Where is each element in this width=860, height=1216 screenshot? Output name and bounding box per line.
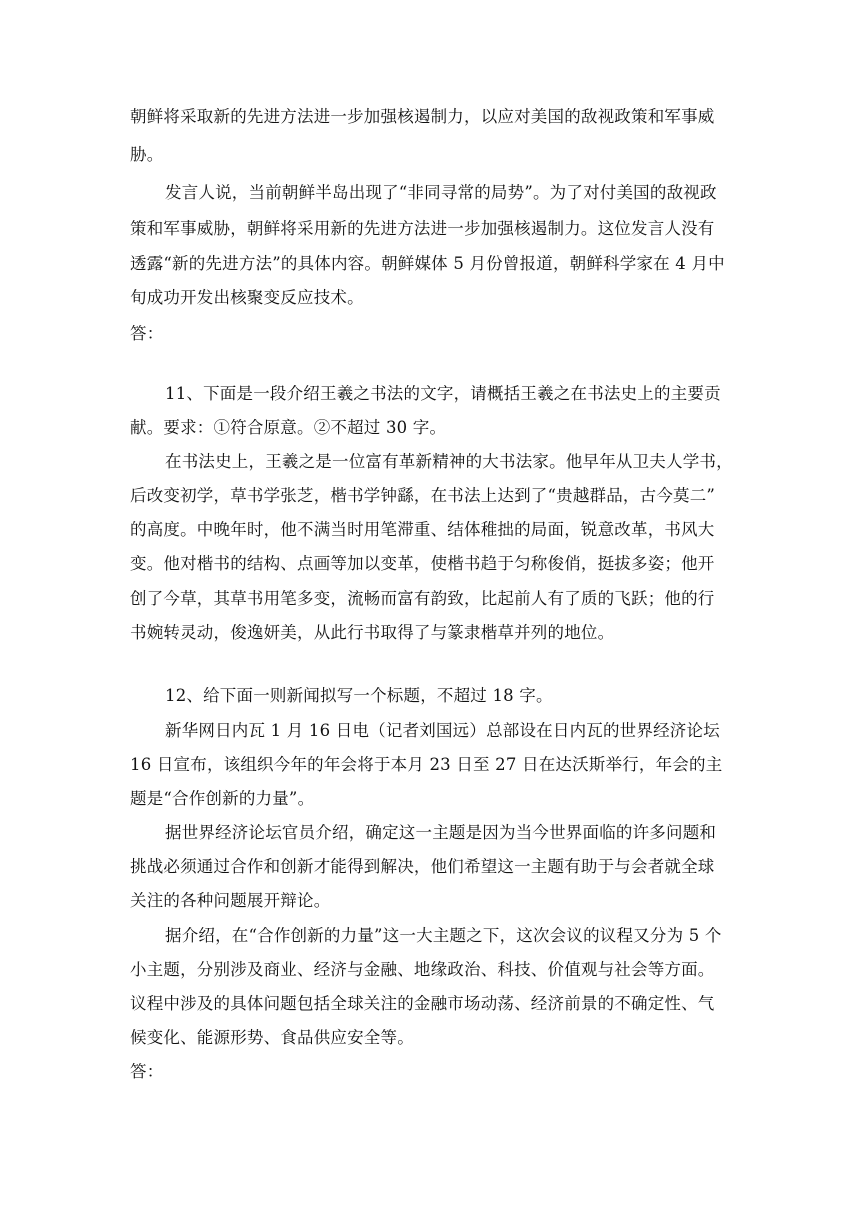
news-line: 关注的各种问题展开辩论。	[130, 891, 331, 910]
text-line: 策和军事威胁，朝鲜将采用新的先进方法进一步加强核遏制力。这位发言人没有	[130, 219, 715, 238]
text-line: 旬成功开发出核聚变反应技术。	[130, 288, 364, 307]
news-line: 16 日宣布，该组织今年的年会将于本月 23 日至 27 日在达沃斯举行，年会的主	[130, 755, 723, 774]
news-line: 小主题，分别涉及商业、经济与金融、地缘政治、科技、价值观与社会等方面。	[130, 960, 715, 979]
answer-label: 答：	[130, 1062, 164, 1081]
news-line: 候变化、能源形势、食品供应安全等。	[130, 1028, 414, 1047]
news-line: 新华网日内瓦 1 月 16 日电（记者刘国远）总部设在日内瓦的世界经济论坛	[165, 721, 720, 740]
text-line: 朝鲜将采取新的先进方法进一步加强核遏制力，以应对美国的敌视政策和军事威	[130, 107, 715, 126]
news-line: 挑战必须通过合作和创新才能得到解决，他们希望这一主题有助于与会者就全球	[130, 857, 715, 876]
text-line: 透露“新的先进方法”的具体内容。朝鲜媒体 5 月份曾报道，朝鲜科学家在 4 月中	[130, 254, 725, 273]
news-line: 据世界经济论坛官员介绍，确定这一主题是因为当今世界面临的许多问题和	[165, 823, 717, 842]
text-line: 发言人说，当前朝鲜半岛出现了“非同寻常的局势”。为了对付美国的敌视政	[165, 183, 717, 202]
news-line: 据介绍，在“合作创新的力量”这一大主题之下，这次会议的议程又分为 5 个	[165, 926, 722, 945]
text-line: 胁。	[130, 145, 164, 164]
passage-line: 变。他对楷书的结构、点画等加以变革，使楷书趋于匀称俊俏，挺拔多姿；他开	[130, 554, 715, 573]
passage-line: 书婉转灵动，俊逸妍美，从此行书取得了与篆隶楷草并列的地位。	[130, 623, 615, 642]
passage-line: 的高度。中晚年时，他不满当时用笔滞重、结体稚拙的局面，锐意改革，书风大	[130, 520, 715, 539]
passage-line: 在书法史上，王羲之是一位富有革新精神的大书法家。他早年从卫夫人学书，	[165, 452, 733, 471]
passage-line: 后改变初学，草书学张芝，楷书学钟繇，在书法上达到了“贵越群品，古今莫二”	[130, 486, 716, 505]
passage-line: 创了今草，其草书用笔多变，流畅而富有韵致，比起前人有了质的飞跃；他的行	[130, 589, 715, 608]
question-prompt-line: 12、给下面一则新闻拟写一个标题，不超过 18 字。	[165, 686, 553, 705]
question-prompt-line: 11、下面是一段介绍王羲之书法的文字，请概括王羲之在书法史上的主要贡	[165, 384, 721, 403]
news-line: 议程中涉及的具体问题包括全球关注的金融市场动荡、经济前景的不确定性、气	[130, 994, 715, 1013]
answer-label: 答：	[130, 324, 164, 343]
news-line: 题是“合作创新的力量”。	[130, 789, 315, 808]
question-prompt-line: 献。要求：①符合原意。②不超过 30 字。	[130, 418, 447, 437]
